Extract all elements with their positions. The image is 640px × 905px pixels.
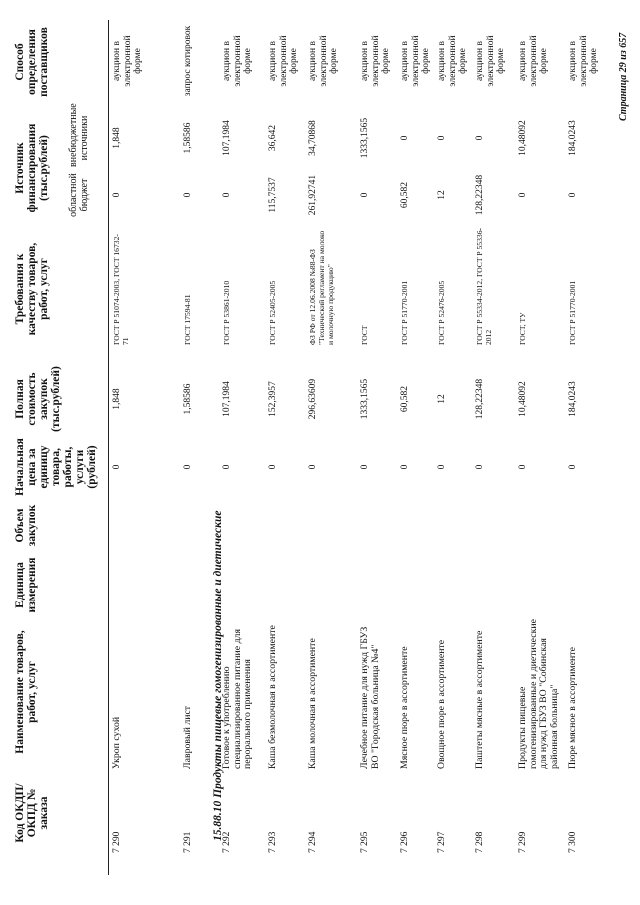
row-code: 7 290: [112, 831, 122, 853]
row-code: 7 300: [568, 831, 578, 853]
row-method: аукцион в электронной форме: [518, 35, 549, 87]
header-offbudget: внебюджетные источники: [68, 103, 90, 167]
row-name: Готовое к употреблению специализированное питание для перорального применения: [221, 629, 253, 769]
row-regional-budget: 0: [112, 192, 122, 198]
row-name: Каша молочная в ассортименте: [307, 638, 318, 769]
row-requirements: ГОСТ 17594-81: [183, 294, 192, 345]
row-regional-budget: 261,92741: [308, 174, 318, 216]
row-offbudget: 0: [400, 135, 410, 141]
row-offbudget: 10,48092: [518, 120, 528, 156]
row-start-price: 0: [308, 464, 318, 470]
row-full-cost: 107,1984: [222, 381, 232, 417]
row-offbudget: 34,70868: [308, 120, 318, 156]
row-regional-budget: 0: [183, 192, 193, 198]
row-full-cost: 296,63609: [308, 378, 318, 420]
row-full-cost: 1,848: [112, 388, 122, 410]
row-method: аукцион в электронной форме: [360, 35, 391, 87]
row-code: 7 296: [400, 831, 410, 853]
row-full-cost: 128,22348: [475, 378, 485, 420]
row-name: Мясное пюре в ассортименте: [399, 646, 410, 769]
row-method: аукцион в электронной форме: [437, 35, 468, 87]
row-offbudget: 1333,1565: [360, 117, 370, 159]
row-start-price: 0: [437, 464, 447, 470]
row-requirements: ГОСТ: [360, 325, 369, 345]
row-regional-budget: 0: [518, 192, 528, 198]
row-requirements: ГОСТ Р 52405-2005: [268, 280, 277, 345]
row-regional-budget: 12: [437, 190, 447, 200]
header-volume: Объем закупок: [14, 504, 38, 547]
row-start-price: 0: [183, 464, 193, 470]
row-offbudget: 184,0243: [568, 120, 578, 156]
row-full-cost: 184,0243: [568, 381, 578, 417]
header-requirements: Требования к качеству товаров, работ, услуг: [14, 242, 50, 336]
row-name: Лавровый лист: [182, 705, 193, 769]
row-full-cost: 10,48092: [518, 381, 528, 417]
row-start-price: 0: [568, 464, 578, 470]
row-method: аукцион в электронной форме: [222, 35, 253, 87]
row-name: Овощное пюре в ассортименте: [436, 639, 447, 769]
row-full-cost: 60,582: [400, 385, 410, 413]
row-start-price: 0: [400, 464, 410, 470]
row-start-price: 0: [475, 464, 485, 470]
row-method: аукцион в электронной форме: [308, 35, 339, 87]
row-requirements: ГОСТ Р 53861-2010: [222, 280, 231, 345]
row-code: 7 298: [475, 831, 485, 853]
row-name: Лечебное питание для нужд ГБУЗ ВО "Городская больница №4": [359, 626, 381, 769]
header-start-price: Начальная цена за единицу товара, работы, услуги (рублей): [14, 438, 98, 496]
row-full-cost: 1333,1565: [360, 378, 370, 420]
row-name: Продукты пищевые гомогенизированные и диетические для нужд ГБУЗ ВО "Собинская районная больница": [517, 619, 560, 769]
row-code: 7 294: [308, 831, 318, 853]
row-regional-budget: 128,22348: [475, 174, 485, 216]
row-method: аукцион в электронной форме: [112, 35, 143, 87]
row-offbudget: 107,1984: [222, 120, 232, 156]
row-code: 7 299: [518, 831, 528, 853]
page-number: Страница 29 из 657: [618, 32, 629, 121]
row-start-price: 0: [112, 464, 122, 470]
row-regional-budget: 60,582: [400, 181, 410, 209]
row-code: 7 295: [360, 831, 370, 853]
header-financing: Источник финансирования (тыс.рублей): [14, 123, 50, 213]
header-name: Наименование товаров, работ, услуг: [14, 630, 38, 754]
row-full-cost: 12: [437, 394, 447, 404]
row-code: 7 292: [222, 831, 232, 853]
row-method: аукцион в электронной форме: [475, 35, 506, 87]
row-name: Укроп сухой: [111, 716, 122, 769]
row-start-price: 0: [360, 464, 370, 470]
section-title: 15.88.10 Продукты пищевые гомогенизированные и диетические: [212, 510, 224, 841]
header-code: Код ОКДП/ ОКПД № заказа: [14, 783, 50, 843]
row-requirements: ГОСТ Р 52476-2005: [437, 280, 446, 345]
row-regional-budget: 0: [360, 192, 370, 198]
row-full-cost: 1,58586: [183, 383, 193, 415]
header-regional: областной бюджет: [68, 173, 90, 217]
row-method: аукцион в электронной форме: [568, 35, 599, 87]
header-method: Способ определения поставщиков: [14, 27, 50, 97]
row-requirements: ГОСТ Р 51074-2003, ГОСТ 16732-71: [112, 234, 130, 345]
row-method: аукцион в электронной форме: [268, 35, 299, 87]
row-requirements: ГОСТ Р 51770-2001: [400, 280, 409, 345]
row-full-cost: 152,3957: [268, 381, 278, 417]
row-start-price: 0: [222, 464, 232, 470]
row-code: 7 293: [268, 831, 278, 853]
row-requirements: ГОСТ Р 55334-2012, ГОСТ Р 55336-2012: [475, 227, 493, 345]
row-regional-budget: 115,7537: [268, 177, 278, 213]
row-regional-budget: 0: [222, 192, 232, 198]
row-method: аукцион в электронной форме: [400, 35, 431, 87]
row-start-price: 0: [518, 464, 528, 470]
row-regional-budget: 0: [568, 192, 578, 198]
row-name: Паштеты мясные в ассортименте: [474, 630, 485, 769]
row-code: 7 291: [183, 831, 193, 853]
row-name: Пюре мясное в ассортименте: [567, 647, 578, 769]
row-offbudget: 0: [475, 135, 485, 141]
row-method: запрос котировок: [183, 25, 193, 97]
row-requirements: ГОСТ, ТУ: [518, 312, 527, 345]
row-start-price: 0: [268, 464, 278, 470]
header-full-cost: Полная стоимость закупок (тыс.рублей): [14, 366, 62, 432]
row-offbudget: 36,642: [268, 124, 278, 152]
header-rule: [108, 20, 109, 875]
row-requirements: ГОСТ Р 51770-2001: [568, 280, 577, 345]
row-offbudget: 1,848: [112, 127, 122, 149]
header-unit: Единица измерения: [14, 557, 38, 613]
row-code: 7 297: [437, 831, 447, 853]
row-requirements: ФЗ РФ от 12.06.2008 №88-ФЗ "Технический регламент на молоко и молочную продукцию": [308, 230, 335, 345]
row-name: Каша безмолочная в ассортименте: [267, 625, 278, 769]
row-offbudget: 1,58586: [183, 122, 193, 154]
row-offbudget: 0: [437, 135, 447, 141]
